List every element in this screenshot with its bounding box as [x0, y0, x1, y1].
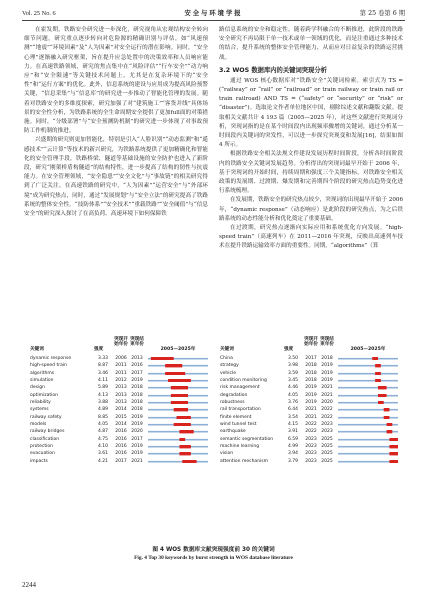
section-heading: 3.2 WOS 数据库内的关键词突现分析 — [219, 66, 327, 74]
keyword-cell: semantic segmentation — [220, 436, 274, 442]
timeline-base-bar — [338, 358, 398, 360]
burst-segment — [387, 430, 393, 433]
keyword-cell: evacuation — [30, 451, 55, 457]
end-year-cell: 2018 — [131, 392, 143, 398]
body-paragraph: 通过 WOS 核心数据库对“铁路安全”关键词检索。索引式为 TS = (“railway” or “rail” or “railroad” or train railway or train rail or train railroad) AND TS = (“safety” or “security” or “risk” or “disaster”)。选取论文作者单位地区中国，剔除综述文献和翻版文献。提取相关文献共计 4 193 篇（2005—2025 年），对这些文献进行突现词分析，突现词指的是在某个时间段内出现频率骤增的关键词。通过分析某一时间段内关键词的突发性，可以进一步探究突现变和发展[16]，结果如图 4 所示。 — [219, 77, 403, 149]
begin-year-cell: 2017 — [115, 458, 127, 464]
burst-segment — [165, 372, 185, 375]
burst-segment — [387, 423, 393, 426]
keyword-cell: reliability — [30, 400, 51, 406]
burst-row — [220, 399, 398, 406]
burst-timeline — [148, 372, 208, 375]
header-strength: 强度 — [94, 347, 104, 352]
begin-year-cell: 2016 — [115, 444, 127, 450]
strength-cell: 3.94 — [287, 451, 298, 457]
burst-segment — [174, 408, 188, 411]
keyword-cell: high-speed train — [30, 363, 67, 369]
header-end: 突现结束年份 — [320, 337, 334, 348]
begin-year-cell: 2012 — [115, 378, 127, 384]
strength-cell: 4.21 — [97, 458, 108, 464]
begin-year-cell: 2019 — [305, 385, 317, 391]
burst-timeline — [148, 452, 208, 455]
burst-row — [30, 458, 208, 465]
strength-cell: 5.89 — [97, 385, 108, 391]
burst-row — [220, 406, 398, 413]
strength-cell: 6.59 — [287, 436, 298, 442]
strength-cell: 3.54 — [287, 414, 298, 420]
burst-row — [220, 355, 398, 362]
burst-timeline — [338, 401, 398, 404]
burst-row — [220, 392, 398, 399]
end-year-cell: 2018 — [131, 400, 143, 406]
burst-row — [30, 377, 208, 384]
end-year-cell: 2018 — [131, 385, 143, 391]
begin-year-cell: 2018 — [305, 363, 317, 369]
end-year-cell: 2016 — [131, 363, 143, 369]
burst-row — [30, 450, 208, 457]
keyword-cell: China — [220, 356, 233, 361]
strength-cell: 4.15 — [287, 422, 298, 428]
keyword-cell: earthquake — [220, 429, 246, 435]
keyword-cell: optimization — [30, 392, 58, 398]
body-paragraph: 根据铁路安全相关法规文件建设发展历程时间阶段，分析各时间阶段内的铁路安全关键词发展趋势。分析得出的突现词最早开始于 2006 年，基于突现词的开始时间，持续周期和强度三个关键指标，对铁路安全相关政策的发展期、过渡期、爆发期和完善期四个阶段的研究热点趋势变化进行系统梳理。 — [219, 151, 403, 195]
begin-year-cell: 2015 — [115, 414, 127, 420]
burst-segment — [372, 357, 378, 360]
burst-timeline — [148, 416, 208, 419]
begin-year-cell: 2011 — [115, 370, 127, 376]
keyword-cell: models — [30, 422, 47, 428]
burst-row — [220, 421, 398, 428]
keyword-cell: simulation — [30, 378, 54, 384]
end-year-cell: 2019 — [131, 422, 143, 428]
begin-year-cell: 2013 — [115, 400, 127, 406]
strength-cell: 4.89 — [97, 407, 108, 413]
burst-row — [220, 414, 398, 421]
burst-segment — [179, 438, 185, 441]
burst-segment — [179, 445, 190, 448]
timeline-base-bar — [338, 373, 398, 375]
burst-segment — [389, 445, 398, 448]
strength-cell: 4.05 — [97, 422, 108, 428]
burst-row — [30, 370, 208, 377]
begin-year-cell: 2018 — [305, 378, 317, 384]
strength-cell: 3.98 — [287, 363, 298, 369]
burst-segment — [384, 408, 390, 411]
burst-segment — [389, 460, 398, 463]
burst-segment — [378, 386, 387, 389]
end-year-cell: 2017 — [131, 436, 143, 442]
burst-row — [220, 362, 398, 369]
burst-timeline — [338, 452, 398, 455]
burst-timeline — [338, 460, 398, 463]
burst-segment — [375, 379, 381, 382]
keyword-cell: vision — [220, 451, 234, 457]
keyword-cell: rail transportation — [220, 407, 261, 413]
strength-cell: 3.59 — [287, 370, 298, 376]
strength-cell: 3.91 — [287, 429, 298, 435]
end-year-cell: 2021 — [321, 392, 333, 398]
strength-cell: 4.13 — [97, 392, 108, 398]
begin-year-cell: 2021 — [305, 407, 317, 413]
burst-timeline — [338, 386, 398, 389]
begin-year-cell: 2019 — [305, 400, 317, 406]
burst-row — [220, 377, 398, 384]
keyword-cell: protection — [30, 444, 53, 450]
keyword-cell: finite element — [220, 414, 252, 420]
burst-timeline — [338, 430, 398, 433]
burst-timeline — [338, 438, 398, 441]
burst-timeline — [148, 430, 208, 433]
keyword-cell: design — [30, 385, 45, 391]
burst-segment — [378, 401, 384, 404]
strength-cell: 3.76 — [287, 400, 298, 406]
strength-cell: 3.61 — [97, 451, 108, 457]
burst-timeline — [148, 401, 208, 404]
body-paragraph: 在发展期，铁路安全的研究热点较少，突现词的出现最早开始于 2006 年，“dynamic response”（动态响应）是此阶段的研究热点，为之后铁路系统的动态性能分析和优化奠定了重要基础。 — [219, 197, 403, 222]
body-paragraph: 路信息系统的安全和稳定性。随着跨学科融合的不断推进，此阶段的铁路安全研究不再局限于单一技术或单一领域的优化，而是注重通过多种技术的结合，提升系统的整体安全管理能力，从而应对日益复杂的铁路运营挑战。 — [219, 27, 403, 61]
burst-segment — [389, 438, 398, 441]
begin-year-cell: 2021 — [305, 414, 317, 420]
begin-year-cell: 2023 — [305, 444, 317, 450]
end-year-cell: 2021 — [131, 458, 143, 464]
left-text-column — [24, 26, 208, 219]
burst-timeline — [338, 357, 398, 360]
keyword-cell: systems — [30, 407, 49, 413]
burst-timeline — [338, 416, 398, 419]
burst-row — [30, 436, 208, 443]
keyword-cell: algorithms — [30, 370, 55, 376]
burst-segment — [171, 386, 188, 389]
end-year-cell: 2018 — [321, 356, 333, 361]
burst-row — [220, 436, 398, 443]
burst-segment — [179, 430, 193, 433]
header-volume: Vol. 25 No. 6 — [22, 10, 56, 17]
strength-cell: 4.75 — [97, 436, 108, 442]
strength-cell: 4.11 — [97, 378, 108, 384]
keyword-cell: classification — [30, 436, 60, 442]
burst-segment — [375, 364, 381, 367]
end-year-cell: 2020 — [321, 400, 333, 406]
begin-year-cell: 2014 — [115, 422, 127, 428]
burst-row — [30, 384, 208, 391]
burst-timeline — [338, 372, 398, 375]
strength-cell: 4.05 — [287, 392, 298, 398]
timeline-base-bar — [148, 461, 208, 463]
burst-segment — [151, 357, 174, 360]
burst-row — [30, 362, 208, 369]
begin-year-cell: 2014 — [115, 407, 127, 413]
burst-row — [30, 406, 208, 413]
timeline-base-bar — [148, 431, 208, 433]
burst-segment — [177, 416, 191, 419]
burst-timeline — [338, 408, 398, 411]
header-begin: 突现开始年份 — [114, 337, 128, 348]
end-year-cell: 2020 — [131, 429, 143, 435]
end-year-cell: 2025 — [321, 444, 333, 450]
keyword-cell: railway bridges — [30, 429, 65, 435]
burst-timeline — [338, 379, 398, 382]
begin-year-cell: 2022 — [305, 429, 317, 435]
end-year-cell: 2019 — [131, 414, 143, 420]
timeline-base-bar — [338, 446, 398, 448]
begin-year-cell: 2017 — [305, 356, 317, 361]
burst-segment — [375, 372, 381, 375]
timeline-base-bar — [338, 387, 398, 389]
begin-year-cell: 2013 — [115, 392, 127, 398]
strength-cell: 3.46 — [97, 370, 108, 376]
keyword-cell: condition monitoring — [220, 378, 267, 384]
burst-timeline — [148, 357, 208, 360]
header-keyword: 关键词 — [30, 347, 44, 352]
table-header — [30, 335, 208, 355]
end-year-cell: 2013 — [131, 356, 143, 361]
burst-timeline — [148, 445, 208, 448]
header-keyword: 关键词 — [220, 347, 234, 352]
strength-cell: 3.50 — [287, 356, 298, 361]
burst-row — [30, 392, 208, 399]
burst-segment — [165, 364, 182, 367]
body-paragraph: 在霍发期，铁路安全研究进一步深化，研究视角从宏观结构安全转向细节问题，研究重点逐步转向对危险源的精确识别与评估，如“风速预测”“地震”“环境因素”及“人为因素”对安全运行的潜在影响。同时，“安全心理”逐渐融入研究框架，旨在提升应急处置中的决策效率和人员响应能力。在高速铁路领域，研究的焦点集中在“风险评估”“行车安全”“动力响应”和“安全限速”等关键技术问题上，尤其是在复杂环境下的“安全性”和“运行方案”的优化。此外，信息系统的建设与应用成为提高风险预警关键，“信息采集”与“信息库”的研究进一步推动了智能化管理的发展。随着对铁路安全的多维度探索，研究加强了对“建筑施工”“客货并线”具体场景的安全性分析，为铁路系统的全生命周期安全提供了更加full面的对策措施。同时，“分级部署”与“安全预测防机制”的研究进一步体现了对事故预防工作机制的推进。 — [24, 27, 208, 135]
burst-timeline — [148, 379, 208, 382]
begin-year-cell: 2022 — [305, 422, 317, 428]
strength-cell: 4.10 — [97, 444, 108, 450]
figure-caption-en: Fig. 4 Top 30 keywords by burst strength in WOS database literature — [134, 555, 293, 561]
strength-cell: 6.44 — [287, 407, 298, 413]
end-year-cell: 2019 — [321, 363, 333, 369]
burst-segment — [182, 460, 196, 463]
keyword-cell: impacts — [30, 458, 48, 464]
burst-row — [30, 421, 208, 428]
strength-cell: 3.79 — [287, 458, 298, 464]
begin-year-cell: 2016 — [115, 451, 127, 457]
burst-row — [220, 443, 398, 450]
burst-row — [30, 414, 208, 421]
burst-segment — [171, 394, 188, 397]
burst-timeline — [338, 445, 398, 448]
burst-timeline — [148, 386, 208, 389]
burst-row — [30, 443, 208, 450]
burst-row — [30, 428, 208, 435]
timeline-base-bar — [148, 439, 208, 441]
running-header — [22, 8, 405, 21]
body-paragraph: 在过渡期，研究热点逐渐向实际应用和系统优化方向发展。“high-speed train”（高速列车）在 2011—2016 年突现，反映出高速列车技术在提升铁路运输效率方面的重要性。同期，“algorithms”（算 — [219, 225, 403, 250]
end-year-cell: 2023 — [321, 422, 333, 428]
timeline-base-bar — [338, 380, 398, 382]
end-year-cell: 2018 — [131, 407, 143, 413]
body-paragraph: 兴盛期的研究则更加智能化，特别是引入“人脸识别”“动态监测”和“遥感技术”“云计算”等技术的新兴研究，为铁路系统提供了更加精确化和智能化的安全管理手段。铁路桥梁、隧道等基础设施的安全防护也进入了新阶段，研究“刚架桥盾构隧道”的结构特性，进一步提高了结构的韧性与抗震能力。在安全管理领域，“安全隐患”“安全文化”与“事故链”的相关研究得到了广泛关注。在高速铁路的研究中，“人为因素”“运营安全”与“外部环境”成为研究热点，同时，通过“发展规划”与“安全立法”的研究提高了铁路系统的整体安全性。“技防体系”“安全技术”“重载铁路”“安全阈值”与“信息安全”的研究深入探讨了在高负荷、高速环境下如何保障铁 — [24, 137, 208, 218]
burst-segment — [179, 452, 190, 455]
timeline-base-bar — [148, 446, 208, 448]
header-timeline: 2005—2025年 — [160, 347, 196, 352]
keyword-cell: attention mechanism — [220, 458, 269, 464]
end-year-cell: 2019 — [131, 378, 143, 384]
burst-segment — [171, 401, 188, 404]
timeline-base-bar — [148, 453, 208, 455]
end-year-cell: 2025 — [321, 436, 333, 442]
end-year-cell: 2023 — [321, 429, 333, 435]
header-journal-name: 安全与环境学报 — [184, 10, 243, 17]
begin-year-cell: 2016 — [115, 429, 127, 435]
end-year-cell: 2021 — [321, 385, 333, 391]
keyword-cell: degradation — [220, 392, 248, 398]
end-year-cell: 2019 — [131, 444, 143, 450]
end-year-cell: 2019 — [321, 378, 333, 384]
burst-timeline — [148, 423, 208, 426]
keyword-cell: vehicle — [220, 370, 237, 376]
burst-timeline — [148, 460, 208, 463]
strength-cell: 3.88 — [97, 400, 108, 406]
keyword-cell: railway safety — [30, 414, 62, 420]
keyword-cell: dynamic response — [30, 356, 72, 361]
strength-cell: 4.46 — [287, 385, 298, 391]
keyword-cell: robustness — [220, 400, 245, 406]
burst-row — [220, 450, 398, 457]
end-year-cell: 2019 — [131, 451, 143, 457]
end-year-cell: 2019 — [321, 370, 333, 376]
keyword-cell: wind tunnel test — [220, 422, 257, 428]
begin-year-cell: 2023 — [305, 451, 317, 457]
timeline-base-bar — [338, 402, 398, 404]
begin-year-cell: 2016 — [115, 436, 127, 442]
strength-cell: 3.33 — [97, 356, 108, 361]
burst-table-right — [220, 335, 398, 465]
end-year-cell: 2017 — [131, 370, 143, 376]
begin-year-cell: 2019 — [305, 392, 317, 398]
timeline-base-bar — [338, 395, 398, 397]
burst-timeline — [148, 364, 208, 367]
burst-timeline — [338, 364, 398, 367]
burst-row — [30, 355, 208, 362]
burst-row — [220, 458, 398, 465]
burst-timeline — [338, 394, 398, 397]
burst-row — [220, 384, 398, 391]
burst-segment — [168, 379, 191, 382]
strength-cell: 4.87 — [97, 429, 108, 435]
keyword-cell: strategy — [220, 363, 239, 369]
header-begin: 突现开始年份 — [304, 337, 318, 348]
begin-year-cell: 2011 — [115, 363, 127, 369]
begin-year-cell: 2013 — [115, 385, 127, 391]
begin-year-cell: 2018 — [305, 370, 317, 376]
timeline-base-bar — [338, 453, 398, 455]
burst-timeline — [148, 408, 208, 411]
right-text-column — [219, 26, 403, 252]
end-year-cell: 2025 — [321, 458, 333, 464]
burst-segment — [384, 416, 390, 419]
burst-row — [30, 399, 208, 406]
page-number: 2244 — [22, 581, 36, 589]
burst-timeline — [148, 394, 208, 397]
begin-year-cell: 2023 — [305, 458, 317, 464]
strength-cell: 8.87 — [97, 363, 108, 369]
header-strength: 强度 — [284, 347, 294, 352]
burst-row — [220, 428, 398, 435]
burst-timeline — [338, 423, 398, 426]
end-year-cell: 2025 — [321, 451, 333, 457]
header-end: 突现结束年份 — [130, 337, 144, 348]
burst-segment — [378, 394, 387, 397]
strength-cell: 8.85 — [97, 414, 108, 420]
burst-segment — [174, 423, 191, 426]
header-timeline: 2005—2025年 — [350, 347, 386, 352]
keyword-cell: risk management — [220, 385, 260, 391]
burst-segment — [389, 452, 398, 455]
end-year-cell: 2022 — [321, 407, 333, 413]
table-header — [220, 335, 398, 355]
figure-keyword-burst — [30, 335, 397, 570]
begin-year-cell: 2006 — [115, 356, 127, 361]
timeline-base-bar — [338, 439, 398, 441]
figure-caption-zh: 图 4 WOS 数据库文献突现强度前 30 的关键词 — [152, 547, 275, 553]
burst-table-left — [30, 335, 208, 465]
strength-cell: 4.99 — [287, 444, 298, 450]
keyword-cell: machine learning — [220, 444, 260, 450]
end-year-cell: 2022 — [321, 414, 333, 420]
begin-year-cell: 2023 — [305, 436, 317, 442]
strength-cell: 3.45 — [287, 378, 298, 384]
burst-timeline — [148, 438, 208, 441]
timeline-base-bar — [338, 461, 398, 463]
timeline-base-bar — [338, 365, 398, 367]
header-issue: 第 25 卷第 6 期 — [359, 10, 405, 17]
burst-row — [220, 370, 398, 377]
